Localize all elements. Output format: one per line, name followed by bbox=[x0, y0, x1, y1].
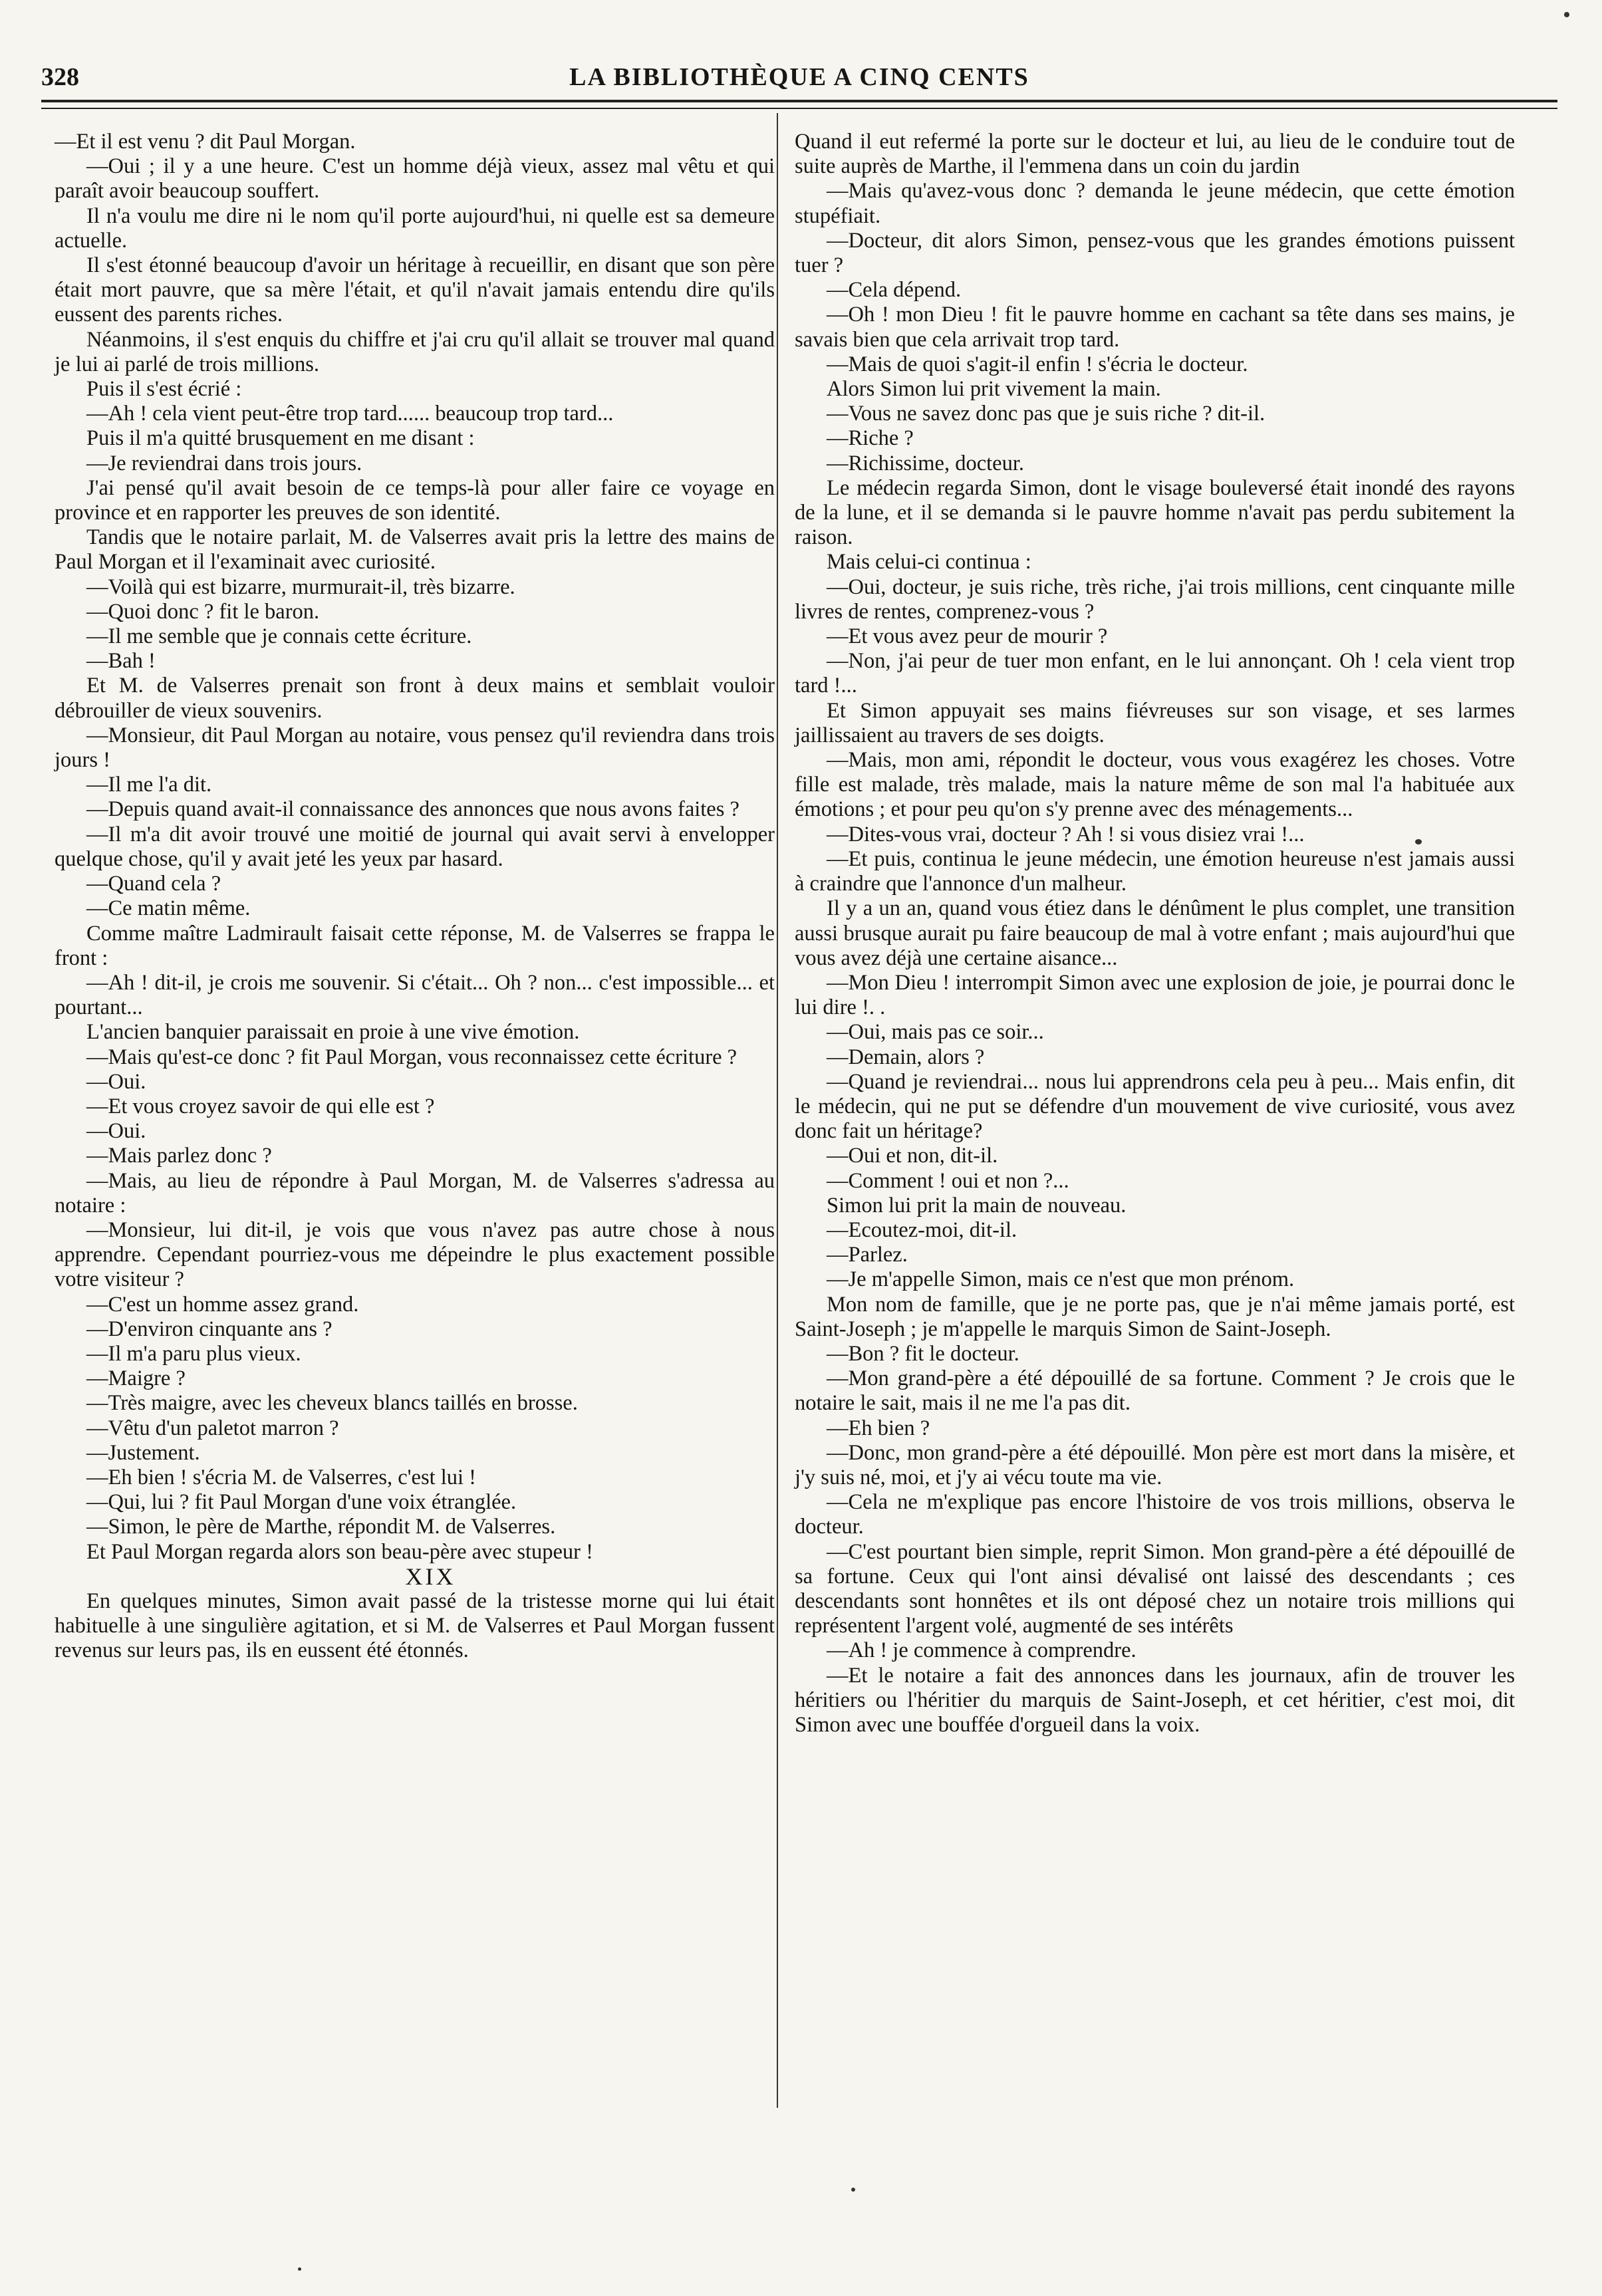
paragraph: —Oui ; il y a une heure. C'est un homme déjà vieux, assez mal vêtu et qui paraît avoir beaucoup souffert. bbox=[55, 154, 775, 203]
scan-speck bbox=[851, 2188, 855, 2192]
paragraph: En quelques minutes, Simon avait passé de la tristesse morne qui lui était habituelle à une singulière agitation, et si M. de Valserres et Paul Morgan fussent revenus sur leurs pas, ils en eussent été étonnés. bbox=[55, 1589, 775, 1663]
paragraph: —Je m'appelle Simon, mais ce n'est que mon prénom. bbox=[827, 1267, 1295, 1292]
scan-speck bbox=[298, 2267, 301, 2271]
paragraph: —Simon, le père de Marthe, répondit M. de Valserres. bbox=[86, 1515, 556, 1539]
paragraph: Le médecin regarda Simon, dont le visage bouleversé était inondé des rayons de la lune, et il se demanda si le pauvre homme n'avait pas perdu subitement la raison. bbox=[795, 475, 1515, 550]
running-title: LA BIBLIOTHÈQUE A CINQ CENTS bbox=[569, 63, 1029, 91]
paragraph: —Mais parlez donc ? bbox=[86, 1144, 272, 1168]
paragraph: Il s'est étonné beaucoup d'avoir un héritage à recueillir, en disant que son père était mort pauvre, que sa mère l'était, et qu'il n'avait jamais entendu dire qu'ils eussent des parents riches. bbox=[55, 253, 775, 327]
paragraph: —Oui. bbox=[86, 1119, 146, 1144]
paragraph: —Mais, au lieu de répondre à Paul Morgan, M. de Valserres s'adressa au notaire : bbox=[55, 1168, 775, 1217]
paragraph: —Et vous croyez savoir de qui elle est ? bbox=[86, 1094, 435, 1118]
paragraph: —Et le notaire a fait des annonces dans les journaux, afin de trouver les héritiers ou l'héritier du marquis de Saint-Joseph, et cet héritier, c'est moi, dit Simon avec une bouffée d'orgueil dans la voix. bbox=[795, 1663, 1515, 1737]
paragraph: —Voilà qui est bizarre, murmurait-il, très bizarre. bbox=[86, 574, 515, 599]
paragraph: —Mon grand-père a été dépouillé de sa fortune. Comment ? Je crois que le notaire le sait, mais il ne me l'a pas dit. bbox=[795, 1366, 1515, 1416]
paragraph: —Vêtu d'un paletot marron ? bbox=[86, 1416, 339, 1440]
paragraph: Puis il s'est écrié : bbox=[86, 377, 242, 402]
paragraph: —Eh bien ! s'écria M. de Valserres, c'est lui ! bbox=[86, 1465, 476, 1489]
paragraph: —Quand cela ? bbox=[86, 872, 221, 896]
paragraph: —Monsieur, lui dit-il, je vois que vous n'avez pas autre chose à nous apprendre. Cependant pourriez-vous me dépeindre le plus exactement possible votre visiteur ? bbox=[55, 1217, 775, 1292]
paragraph: —Mon Dieu ! interrompit Simon avec une explosion de joie, je pourrai donc le lui dire !. . bbox=[795, 970, 1515, 1020]
scan-speck bbox=[1564, 12, 1569, 17]
paragraph: J'ai pensé qu'il avait besoin de ce temps-là pour aller faire ce voyage en province et en rapporter les preuves de son identité. bbox=[55, 475, 775, 525]
paragraph: —Demain, alors ? bbox=[827, 1045, 985, 1069]
paragraph: —Eh bien ? bbox=[827, 1416, 930, 1440]
paragraph: —D'environ cinquante ans ? bbox=[86, 1317, 333, 1341]
paragraph: —Quand je reviendrai... nous lui apprendrons cela peu à peu... Mais enfin, dit le médecin, qui ne put se défendre d'un mouvement de vive curiosité, vous avez donc fait un héritage? bbox=[795, 1069, 1515, 1144]
paragraph: —Il me l'a dit. bbox=[86, 773, 212, 797]
paragraph: —C'est pourtant bien simple, reprit Simon. Mon grand-père a été dépouillé de sa fortune. Ceux qui l'ont ainsi dévalisé ont laissé des descendants ; ces descendants sont honnêtes et ils ont déposé chez un notaire trois millions qui représentent l'argent volé, augmenté de ses intérêts bbox=[795, 1539, 1515, 1638]
page-number: 328 bbox=[41, 63, 79, 91]
paragraph: —Quoi donc ? fit le baron. bbox=[86, 599, 320, 624]
paragraph: —Monsieur, dit Paul Morgan au notaire, vous pensez qu'il reviendra dans trois jours ! bbox=[55, 723, 775, 773]
paragraph: Quand il eut refermé la porte sur le docteur et lui, au lieu de le conduire tout de suite auprès de Marthe, il l'emmena dans un coin du jardin bbox=[795, 130, 1515, 179]
paragraph: —Il me semble que je connais cette écriture. bbox=[86, 624, 472, 649]
paragraph: —Ah ! dit-il, je crois me souvenir. Si c'était... Oh ? non... c'est impossible... et pourtant... bbox=[55, 970, 775, 1020]
paragraph: —Et il est venu ? dit Paul Morgan. bbox=[55, 130, 356, 154]
paragraph: —Parlez. bbox=[827, 1243, 908, 1267]
paragraph: Et Simon appuyait ses mains fiévreuses sur son visage, et ses larmes jaillissaient au travers de ses doigts. bbox=[795, 698, 1515, 747]
column-divider bbox=[777, 113, 778, 2108]
paragraph: Il y a un an, quand vous étiez dans le dénûment le plus complet, une transition aussi brusque aurait pu faire beaucoup de mal à votre enfant ; mais aujourd'hui que vous avez déjà une certaine aisance... bbox=[795, 896, 1515, 970]
paragraph: Et M. de Valserres prenait son front à deux mains et semblait vouloir débrouiller de vieux souvenirs. bbox=[55, 674, 775, 723]
paragraph: —Mais, mon ami, répondit le docteur, vous vous exagérez les choses. Votre fille est malade, très malade, mais la nature même de son mal l'a habituée aux émotions ; et pour peu qu'on s'y prenne avec des ménagements... bbox=[795, 748, 1515, 822]
paragraph: —Il m'a dit avoir trouvé une moitié de journal qui avait servi à envelopper quelque chose, qu'il y avait jeté les yeux par hasard. bbox=[55, 822, 775, 871]
paragraph: —Depuis quand avait-il connaissance des annonces que nous avons faites ? bbox=[86, 797, 739, 822]
chapter-heading: XIX bbox=[405, 1563, 456, 1590]
page-header bbox=[41, 57, 1557, 97]
paragraph: —Donc, mon grand-père a été dépouillé. Mon père est mort dans la misère, et j'y suis né, moi, et j'y ai vécu toute ma vie. bbox=[795, 1440, 1515, 1489]
paragraph: —Il m'a paru plus vieux. bbox=[86, 1341, 301, 1366]
paragraph: —Mais de quoi s'agit-il enfin ! s'écria le docteur. bbox=[827, 352, 1248, 376]
paragraph: Il n'a voulu me dire ni le nom qu'il porte aujourd'hui, ni quelle est sa demeure actuelle. bbox=[55, 203, 775, 253]
paragraph: Néanmoins, il s'est enquis du chiffre et j'ai cru qu'il allait se trouver mal quand je lui ai parlé de trois millions. bbox=[55, 327, 775, 376]
paragraph: —Mais qu'est-ce donc ? fit Paul Morgan, vous reconnaissez cette écriture ? bbox=[86, 1045, 737, 1069]
scan-speck bbox=[1415, 839, 1422, 844]
paragraph: —Comment ! oui et non ?... bbox=[827, 1168, 1069, 1193]
paragraph: —Vous ne savez donc pas que je suis riche ? dit-il. bbox=[827, 402, 1266, 426]
paragraph: Tandis que le notaire parlait, M. de Valserres avait pris la lettre des mains de Paul Morgan et il l'examinait avec curiosité. bbox=[55, 525, 775, 574]
paragraph: —Qui, lui ? fit Paul Morgan d'une voix étranglée. bbox=[86, 1490, 517, 1515]
paragraph: —Et puis, continua le jeune médecin, une émotion heureuse n'est jamais aussi à craindre que l'annonce d'un malheur. bbox=[795, 846, 1515, 896]
paragraph: —Ecoutez-moi, dit-il. bbox=[827, 1217, 1017, 1242]
paragraph: Alors Simon lui prit vivement la main. bbox=[827, 377, 1161, 402]
paragraph: —Ah ! je commence à comprendre. bbox=[827, 1638, 1136, 1663]
paragraph: Et Paul Morgan regarda alors son beau-père avec stupeur ! bbox=[86, 1539, 593, 1564]
paragraph: —Oui. bbox=[86, 1069, 146, 1094]
paragraph: —C'est un homme assez grand. bbox=[86, 1292, 359, 1317]
paragraph: —Je reviendrai dans trois jours. bbox=[86, 451, 362, 475]
paragraph: —Oui, mais pas ce soir... bbox=[827, 1020, 1044, 1045]
paragraph: —Bah ! bbox=[86, 649, 156, 674]
paragraph: —Cela ne m'explique pas encore l'histoire de vos trois millions, observa le docteur. bbox=[795, 1490, 1515, 1539]
paragraph: Simon lui prit la main de nouveau. bbox=[827, 1193, 1127, 1217]
paragraph: —Mais qu'avez-vous donc ? demanda le jeune médecin, que cette émotion stupéfiait. bbox=[795, 179, 1515, 228]
paragraph: L'ancien banquier paraissait en proie à une vive émotion. bbox=[86, 1020, 580, 1045]
paragraph: —Et vous avez peur de mourir ? bbox=[827, 624, 1108, 649]
paragraph: —Dites-vous vrai, docteur ? Ah ! si vous disiez vrai !... bbox=[827, 822, 1305, 846]
paragraph: —Ah ! cela vient peut-être trop tard...... beaucoup trop tard... bbox=[86, 402, 614, 426]
paragraph: —Riche ? bbox=[827, 426, 914, 451]
paragraph: —Très maigre, avec les cheveux blancs taillés en brosse. bbox=[86, 1391, 578, 1416]
paragraph: —Richissime, docteur. bbox=[827, 451, 1024, 475]
paragraph: —Cela dépend. bbox=[827, 278, 962, 303]
paragraph: —Oh ! mon Dieu ! fit le pauvre homme en cachant sa tête dans ses mains, je savais bien que cela arrivait trop tard. bbox=[795, 303, 1515, 352]
header-rule bbox=[41, 100, 1557, 109]
paragraph: —Oui et non, dit-il. bbox=[827, 1144, 998, 1168]
paragraph: —Justement. bbox=[86, 1440, 200, 1465]
right-column bbox=[795, 130, 1515, 1737]
paragraph: —Ce matin même. bbox=[86, 896, 251, 921]
left-column bbox=[55, 130, 775, 1664]
paragraph: —Docteur, dit alors Simon, pensez-vous que les grandes émotions puissent tuer ? bbox=[795, 228, 1515, 278]
paragraph: —Bon ? fit le docteur. bbox=[827, 1341, 1019, 1366]
paragraph: Puis il m'a quitté brusquement en me disant : bbox=[86, 426, 475, 451]
paragraph: Mais celui-ci continua : bbox=[827, 550, 1031, 574]
paragraph: Comme maître Ladmirault faisait cette réponse, M. de Valserres se frappa le front : bbox=[55, 921, 775, 970]
paragraph: —Maigre ? bbox=[86, 1366, 186, 1391]
paragraph: Mon nom de famille, que je ne porte pas, que je n'ai même jamais porté, est Saint-Joseph ; je m'appelle le marquis Simon de Saint-Joseph. bbox=[795, 1292, 1515, 1341]
paragraph: —Oui, docteur, je suis riche, très riche, j'ai trois millions, cent cinquante mille livres de rentes, comprenez-vous ? bbox=[795, 574, 1515, 624]
paragraph: —Non, j'ai peur de tuer mon enfant, en le lui annonçant. Oh ! cela vient trop tard !... bbox=[795, 649, 1515, 698]
